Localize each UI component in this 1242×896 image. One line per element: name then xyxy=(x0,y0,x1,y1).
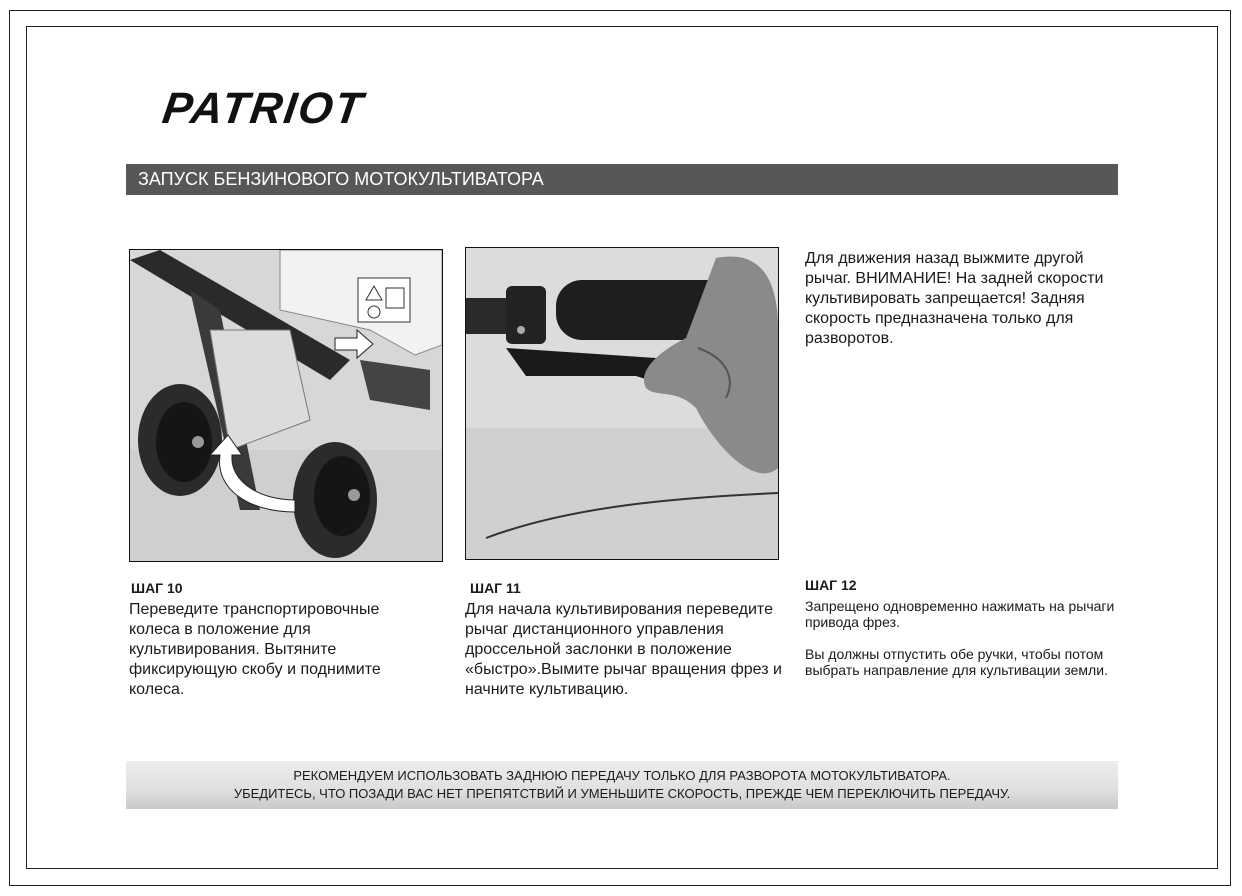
section-title: ЗАПУСК БЕНЗИНОВОГО МОТОКУЛЬТИВАТОРА xyxy=(138,169,544,189)
step11-title: ШАГ 11 xyxy=(470,580,521,596)
step12-body-1: Запрещено одновременно нажимать на рычаги привода фрез. xyxy=(805,598,1115,630)
step11-photo xyxy=(465,247,779,560)
footer-line-2: УБЕДИТЕСЬ, ЧТО ПОЗАДИ ВАС НЕТ ПРЕПЯТСТВИЙ И УМЕНЬШИТЕ СКОРОСТЬ, ПРЕЖДЕ ЧЕМ ПЕРЕКЛЮЧИТЬ ПЕРЕДАЧУ. xyxy=(233,786,1011,801)
step10-body: Переведите транспортировочные колеса в положение для культивирования. Вытяните фиксирующую скобу и поднимите колеса. xyxy=(129,601,381,698)
step11-body: Для начала культивирования переведите рычаг дистанционного управления дроссельной заслонки в положение «быстро».Вымите рычаг вращения фрез и начните культивацию. xyxy=(465,601,782,698)
brand-logo: PATRIOT xyxy=(159,84,368,133)
step10-photo xyxy=(129,249,443,562)
step10-title: ШАГ 10 xyxy=(131,580,183,596)
step12-body-2: Вы должны отпустить обе ручки, чтобы потом выбрать направление для культивации земли. xyxy=(805,646,1108,678)
step12-title: ШАГ 12 xyxy=(805,577,857,593)
footer-line-1: РЕКОМЕНДУЕМ ИСПОЛЬЗОВАТЬ ЗАДНЮЮ ПЕРЕДАЧУ ТОЛЬКО ДЛЯ РАЗВОРОТА МОТОКУЛЬТИВАТОРА. xyxy=(293,768,951,783)
section-banner xyxy=(126,164,1118,195)
step12-intro-text: Для движения назад выжмите другой рычаг. ВНИМАНИЕ! На задней скорости культивировать запрещается! Задняя скорость предназначена только для разворотов. xyxy=(805,250,1104,347)
footer-notice xyxy=(126,761,1118,809)
